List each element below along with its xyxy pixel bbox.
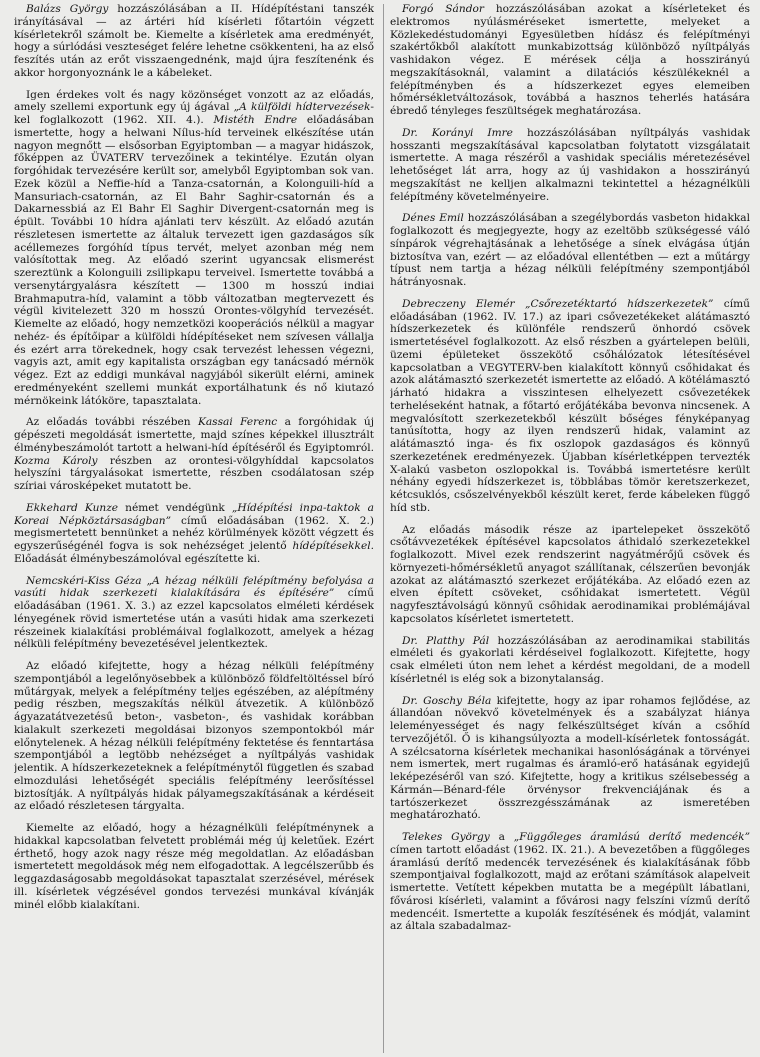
text-run: hozzászólásában az aerodinamikai stabilitás elméleti és gyakorlati kérdéseivel foglalkozott. Kifejtette, hogy csak elméleti úton nem lehet a kérdést megoldani, de a modell kísérletnél is elég sok a bizonytalanság. [390, 634, 750, 685]
italic-text: „A hézag nélküli felépítmény befolyása a vasúti hidak szerkezeti kialakítására és építésére” [14, 574, 374, 600]
text-run: német vendégünk [118, 501, 232, 514]
text-run: című előadásában (1962. IV. 17.) az ipari csővezetékeket alátámasztó hídszerkezetek és különféle rendszerű önhordó csövek ismertetésével foglalkozott. Az első részben a gyártelepen belüli, üzemi épületeket összekötő csőhálózatok létesítésével kapcsolatban a VEGYTERV-ben kialakított könnyű csőhidakat és azok alátámasztó szerkezetét ismertette az előadó. A kötélámasztó járható hidakra a visszintesen elhelyezett csővezetékek terheléseként hatnak, a főtartó erőjátékába bevonva nincsenek. A megvalósított szerkezetekből készült bőséges fényképanyag tanúsította, hogy az ilyen rendszerű hidak, valamint az alátámasztó inga- és fix oszlopok gazdaságos és könnyű szerkezetének eredményezek. Újabban kísérletképpen tervezték X-alakú vasbeton oszlopokkal is. Továbbá ismertetésre került néhány egyedi hídszerkezet is, többlábas tömör keretszerkezet, kétcsuklós, csőszelvényekből készült keret, ferde kábeleken függő híd stb. [390, 297, 750, 514]
text-run: Az előadás további részében [26, 416, 198, 429]
italic-text: Dr. Platthy Pál [402, 634, 490, 647]
column-divider [383, 4, 384, 1053]
italic-text: Forgó Sándor [402, 3, 484, 15]
text-run: előadásában ismertette, hogy a helwani Nílus-híd terveinek elkészítése után nagyon megnőtt — elsősorban Egyiptomban — a magyar hidászok, főképpen az ÜVATERV tervezőinek a tekintélye. Ezután olyan forgóhidak tervezésére került sor, amelyből Egyiptomban sok van. Ezek közül a Neffie-híd a Tanza-csatornán, a Kolonguili-híd a Mansuriach-csatornán, az El Bahr Saghir-csatornán és a Dakarnessbiá az El Bahr El Saghir Divergent-csatornán meg is épült. További 10 hídra ajánlati terv készült. Az előadó azután részletesen ismertette az általuk tervezett igen gazdaságos sík acéllemezes forgóhíd típus tervét, melyet azonban még nem valósítottak meg. Az előadó szerint ugyancsak elismerést szereztünk a Kolonguili zsilipkapu terveivel. Ismertette továbbá a versenytárgyalásra készített — 1300 m hosszú indiai Brahmaputra-híd, valamint a több változatban megtervezett és végül kivitelezett 320 m hosszú Orontes-völgyhíd tervezését. Kiemelte az előadó, hogy nemzetközi kooperációs nélkül a magyar nehéz- és építőipar a külföldi hídépítéseket nem szívesen vállalja és ezért arra törekednek, hogy csak tervezést lehessen végezni, vagyis azt, amit egy kapitalista országban egy tanácsadó mérnök végez. Ezt az eddigi munkával nagyjából sikerült elérni, aminek eredményeként szellemi munkát exportálhatunk és nő kiutazó mérnökeink látóköre, tapasztalata. [14, 114, 374, 407]
text-run: hozzászólásában azokat a kísérleteket és elektromos nyúlásméréseket ismertette, melyeket a Közlekedéstudományi Egyesületben hídász és felépítményi szakértőkből alakított munkabizottság különböző nyíltpályás vashidakon végez. E mérések célja a hosszirányú megszakításoknál, valamint a dilatációs készülékeknél a felépítményben és a hídszerkezet egyes elemeiben hőmérsékletváltozások, továbbá a hasznos teherlés hatására ébredő tényleges feszültségek meghatározása. [390, 3, 750, 117]
paragraph [390, 524, 750, 626]
text-run: -kel foglalkozott (1962. XII. 4.). [14, 101, 374, 126]
italic-text: Ekkehard Kunze [26, 501, 119, 514]
text-run: a [489, 831, 514, 843]
italic-text: „Függőleges áramlású derítő medencék” [513, 831, 750, 843]
italic-text: Dénes Emil [402, 212, 464, 225]
italic-text: Telekes György [402, 831, 490, 843]
paragraph [390, 3, 750, 118]
italic-text: „Hídépítési inpa-taktok a Koreai Népköztársaságban” [14, 501, 374, 527]
left-column [14, 3, 374, 1057]
italic-text: Debreczeny Elemér [402, 297, 515, 310]
italic-text: hídépítésekkel [292, 540, 371, 552]
text-run: hozzászólásában nyíltpályás vashidak hosszanti megszakításával kapcsolatban folytatott vizsgálatait ismertette. A maga részéről a vashidak speciális méretezésével lehetőséget lát arra, hogy az új vashidakon a hosszirányú megszakítást ne kelljen alkalmazni tekintettel a hézagnélküli felépítmény követelményeire. [390, 126, 750, 203]
paragraph [390, 831, 750, 933]
text-run: címen tartott előadást (1962. IX. 21.). A bevezetőben a függőleges áramlású derítő medencék tervezésének és kialakításának főbb szempontjaival foglalkozott, majd az erőtani számítások alapelveit ismertette. Vetített képekben mutatta be a megépült lábatlani, fővárosi kísérleti, valamint a fővárosi nagy felszíni vízmű derítő medencéit. Ismertette a kupolák feszítésének és módját, valamint az általa szabadalmaz- [390, 843, 750, 933]
text-run: című előadásában (1961. X. 3.) az ezzel kapcsolatos elméleti kérdések lényegének rövid ismertetése után a vasúti hidak ama szerkezeti részeinek kialakítási problémáival foglalkozott, amelyek a hézag nélküli felépítmény bevezetésével jelentkeztek. [14, 587, 374, 651]
italic-text: Kozma Károly [14, 454, 98, 467]
text-run: . Előadását élménybeszámolóval egészítette ki. [14, 540, 374, 565]
text-run: Kiemelte az előadó, hogy a hézagnélküli felépítménynek a hidakkal kapcsolatban felvetett problémái még új keletűek. Ezért érthető, hogy azok nagy része még megoldatlan. Az előadásban ismertetett megoldások még nem elfogadottak. A legcélszerűbb és leggazdaságosabb megoldásokat tapasztalat szerzésével, mérések ill. kísérletek végzésével gondos tervezési munkával kívánják minél előbb kialakítani. [14, 822, 374, 911]
italic-text: Mistéth Endre [213, 114, 298, 126]
paragraph [14, 416, 374, 493]
text-run: részben az orontesi-völgyhíddal kapcsolatos helyszíni tárgyalásokat ismertette, részben csodálatosan szép szíriai városképeket mutatott be. [14, 454, 374, 492]
text-run: hozzászólásában a II. Hídépítéstani tanszék irányításával — az ártéri híd kísérleti főtartóin végzett kísérletekről számolt be. Kiemelte a kísérletek ama eredményét, hogy a súrlódási veszteséget felére lehetne csökkenteni, ha az első feszítés után az erőt visszaengednénk, majd újra feszítenénk és akkor horgonyoznánk le a kábeleket. [14, 3, 374, 79]
text-run: Az előadás második része az ipartelepeket összekötő csőtávvezetékek építésével kapcsolatos áthidaló szerkezetekkel foglalkozott. Mivel ezek rendszerint nagyátmérőjű csövek és környezeti-hőmérsékletű anyagot szállítanak, célszerűen bevonják azokat az alátámasztó szerkezet erőjátékába. Az előadó ezen az elven épített csöveket, csőhidakat ismertetett. Végül nagyfesztávolságú könnyű csőhidak aerodinamikai problémájával kapcsolatos kísérletet ismertetett. [390, 523, 750, 625]
text-run: kifejtette, hogy az ipar rohamos fejlődése, az állandóan növekvő követelmények és a szabályzat hiánya leleményességet és nagy felkészültséget kíván a csőhíd tervezőjétől. Ő is kihangsúlyozta a modell-kísérletek fontosságát. A szélcsatorna kísérletek mechanikai hasonlóságának a törvényei nem ismertek, mert rugalmas és áramló-erő hatásának egyidejű leképezéséről van szó. Kifejtette, hogy a kritikus szélsebesség a Kármán—Bénard-féle örvénysor frekvenciájának és a tartószerkezet összrezgésszámának az ismeretében meghatározható. [390, 694, 750, 822]
paragraph [14, 575, 374, 652]
paragraph [390, 695, 750, 823]
italic-text: Kassai Ferenc [197, 416, 278, 429]
text-run: Az előadó kifejtette, hogy a hézag nélküli felépítmény szempontjából a legelőnyösebbek a különböző földfeltöltéssel bíró műtárgyak, melyek a felépítmény teljes egészében, az alépítmény pedig részben, megszakítás nélkül átvezetik. A különböző ágyazatátvezetésű beton-, vasbeton-, és vashidak korábban kialakult szerkezeti megoldásai bizonyos szempontokból már előnytelenek. A hézag nélküli felépítmény fektetése és fenntartása szempontjából a legtöbb nehézséget a nyíltpályás vashidak jelentik. A hídszerkezeteknek a felépítménytől független és szabad elmozdulási lehetőségét speciális felépítmény leerősítéssel biztosítják. A nyíltpályás hidak pályamegszakításának a kérdéseit az előadó részletesen tárgyalta. [14, 660, 374, 813]
paragraph [390, 635, 750, 686]
paragraph [14, 660, 374, 813]
right-column [390, 3, 750, 1057]
italic-text: Dr. Goschy Béla [402, 694, 492, 707]
italic-text: „A külföldi hídtervezések [233, 101, 371, 114]
italic-text: Balázs György [26, 3, 109, 15]
paragraph [14, 89, 374, 408]
italic-text: Nemcskéri-Kiss Géza [26, 574, 142, 587]
paragraph [390, 298, 750, 515]
italic-text: „Csőrezetéktartó hídszerkezetek” [525, 297, 714, 310]
text-run: a forgóhidak új gépészeti megoldását ismertette, majd színes képekkel illusztrált élménybeszámolót tartott a helwani-híd építéséről és Egyiptomról. [14, 416, 374, 454]
paragraph [14, 502, 374, 566]
paragraph [390, 212, 750, 289]
text-run: című előadásában (1962. X. 2.) megismertetett bennünket a nehéz körülmények között végzett és egyszerűségénél fogva is sok nehézséget jelentő [14, 514, 374, 552]
paragraph [390, 127, 750, 204]
text-run: Igen érdekes volt és nagy közönséget vonzott az az előadás, amely szellemi exportunk egy új ágával [14, 88, 374, 114]
text-run: hozzászólásában a szegélybordás vasbeton hidakkal foglalkozott és megjegyezte, hogy az ezeltöbb szükségessé váló sínpárok végrehajtásának a lehetősége a sínek elvágása útján biztosítva van, ezért — az előadóval ellentétben — ezt a műtárgy típust nem tartja a hézag nélküli felépítmény szempontjából hátrányosnak. [390, 212, 750, 288]
text-run [515, 298, 525, 310]
paragraph [14, 822, 374, 911]
paragraph [14, 3, 374, 80]
italic-text: Dr. Korányi Imre [402, 126, 513, 139]
